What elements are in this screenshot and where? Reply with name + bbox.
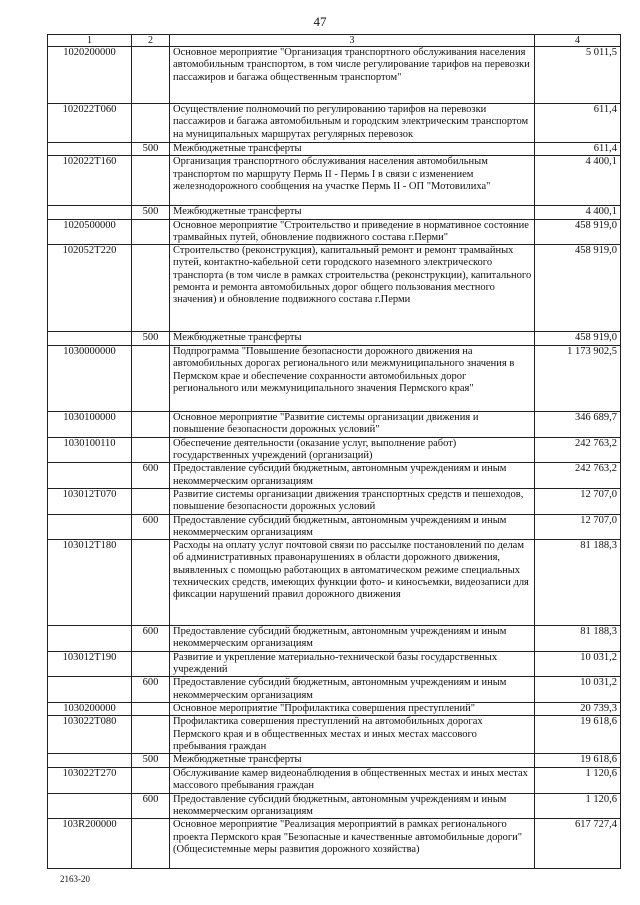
table-row	[48, 412, 621, 438]
description-cell: Предоставление субсидий бюджетным, автономным учреждениям и иным некоммерческим организациям	[170, 626, 535, 652]
expense-type-cell	[132, 651, 170, 677]
description-cell: Основное мероприятие "Строительство и приведение в нормативное состояние трамвайных путей, обновление подвижного состава г.Перми"	[170, 219, 535, 245]
amount-cell: 12 707,0	[535, 514, 621, 540]
expense-type-cell	[132, 488, 170, 514]
code-cell	[48, 754, 132, 768]
budget-table	[47, 34, 621, 869]
amount-cell: 4 400,1	[535, 156, 621, 206]
description-cell: Основное мероприятие "Развитие системы организации движения и повышение безопасности дорожных условий"	[170, 412, 535, 438]
description-cell: Предоставление субсидий бюджетным, автономным учреждениям и иным некоммерческим организациям	[170, 677, 535, 703]
expense-type-cell	[132, 768, 170, 794]
amount-cell: 611,4	[535, 143, 621, 156]
description-cell: Расходы на оплату услуг почтовой связи по рассылке постановлений по делам об административных правонарушениях в области дорожного движения, выявленных с помощью работающих в автоматическом режиме специальных технических средств, имеющих функции фото- и киносъемки, видеозаписи для фиксации нарушений правил дорожного движения	[170, 540, 535, 626]
expense-type-cell	[132, 219, 170, 245]
table-row	[48, 104, 621, 143]
description-cell: Предоставление субсидий бюджетным, автономным учреждениям и иным некоммерческим организациям	[170, 793, 535, 819]
expense-type-cell: 600	[132, 677, 170, 703]
description-cell: Межбюджетные трансферты	[170, 206, 535, 219]
expense-type-cell: 600	[132, 626, 170, 652]
description-cell: Предоставление субсидий бюджетным, автономным учреждениям и иным некоммерческим организациям	[170, 514, 535, 540]
code-cell: 1030100110	[48, 437, 132, 463]
code-cell: 102052Т220	[48, 245, 132, 332]
amount-cell: 346 689,7	[535, 412, 621, 438]
expense-type-cell	[132, 702, 170, 715]
description-cell: Обслуживание камер видеонаблюдения в общественных местах и иных местах массового пребывания граждан	[170, 768, 535, 794]
column-header-1: 1	[48, 35, 132, 47]
table-row	[48, 245, 621, 332]
amount-cell: 19 618,6	[535, 716, 621, 754]
expense-type-cell: 500	[132, 143, 170, 156]
code-cell: 103012Т190	[48, 651, 132, 677]
table-row	[48, 219, 621, 245]
amount-cell: 20 739,3	[535, 702, 621, 715]
code-cell: 103022Т080	[48, 716, 132, 754]
amount-cell: 617 727,4	[535, 819, 621, 869]
amount-cell: 242 763,2	[535, 463, 621, 489]
amount-cell: 458 919,0	[535, 245, 621, 332]
code-cell	[48, 206, 132, 219]
code-cell	[48, 514, 132, 540]
code-cell: 1030200000	[48, 702, 132, 715]
description-cell: Организация транспортного обслуживания населения автомобильным транспортом по маршруту Пермь II - Пермь I в связи с изменением железнодорожного сообщения на участке Пермь II - ОП "Мотовилиха"	[170, 156, 535, 206]
code-cell	[48, 626, 132, 652]
code-cell: 1020500000	[48, 219, 132, 245]
table-row	[48, 651, 621, 677]
table-header-row	[48, 35, 621, 47]
expense-type-cell	[132, 346, 170, 412]
table-row	[48, 540, 621, 626]
table-row	[48, 156, 621, 206]
column-header-4: 4	[535, 35, 621, 47]
expense-type-cell	[132, 540, 170, 626]
expense-type-cell	[132, 819, 170, 869]
table-row	[48, 143, 621, 156]
description-cell: Основное мероприятие "Организация транспортного обслуживания населения автомобильным транспортом, в том числе регулирование тарифов на перевозки пассажиров и багажа общественным транспортом"	[170, 47, 535, 104]
amount-cell: 242 763,2	[535, 437, 621, 463]
table-row	[48, 514, 621, 540]
expense-type-cell: 500	[132, 206, 170, 219]
code-cell	[48, 143, 132, 156]
amount-cell: 458 919,0	[535, 219, 621, 245]
description-cell: Осуществление полномочий по регулированию тарифов на перевозки пассажиров и багажа автомобильным и городским электрическим транспортом на муниципальных маршрутах регулярных перевозок	[170, 104, 535, 143]
table-row	[48, 437, 621, 463]
code-cell: 1030100000	[48, 412, 132, 438]
expense-type-cell: 500	[132, 754, 170, 768]
description-cell: Профилактика совершения преступлений на автомобильных дорогах Пермского края и в общественных местах и иных местах массового пребывания граждан	[170, 716, 535, 754]
expense-type-cell	[132, 412, 170, 438]
expense-type-cell	[132, 156, 170, 206]
amount-cell: 19 618,6	[535, 754, 621, 768]
amount-cell: 611,4	[535, 104, 621, 143]
amount-cell: 1 120,6	[535, 768, 621, 794]
amount-cell: 10 031,2	[535, 651, 621, 677]
amount-cell: 1 173 902,5	[535, 346, 621, 412]
expense-type-cell: 600	[132, 793, 170, 819]
column-header-3: 3	[170, 35, 535, 47]
expense-type-cell: 600	[132, 514, 170, 540]
table-row	[48, 346, 621, 412]
page-number: 47	[313, 14, 327, 29]
code-cell	[48, 463, 132, 489]
description-cell: Предоставление субсидий бюджетным, автономным учреждениям и иным некоммерческим организациям	[170, 463, 535, 489]
code-cell: 1020200000	[48, 47, 132, 104]
table-row	[48, 754, 621, 768]
table-row	[48, 488, 621, 514]
code-cell	[48, 332, 132, 346]
expense-type-cell	[132, 437, 170, 463]
amount-cell: 81 188,3	[535, 540, 621, 626]
code-cell: 1030000000	[48, 346, 132, 412]
table-row	[48, 677, 621, 703]
code-cell: 102022Т060	[48, 104, 132, 143]
table-row	[48, 819, 621, 869]
description-cell: Подпрограмма "Повышение безопасности дорожного движения на автомобильных дорогах регионального или межмуниципального значения в Пермском крае и обеспечение сохранности автомобильных дорог регионального или межмуниципального значения Пермского края"	[170, 346, 535, 412]
description-cell: Основное мероприятие "Реализация мероприятий в рамках регионального проекта Пермского края "Безопасные и качественные автомобильные дороги" (Общесистемные меры развития дорожного хозяйства)	[170, 819, 535, 869]
amount-cell: 4 400,1	[535, 206, 621, 219]
description-cell: Основное мероприятие "Профилактика совершения преступлений"	[170, 702, 535, 715]
expense-type-cell	[132, 47, 170, 104]
code-cell: 103R200000	[48, 819, 132, 869]
code-cell: 103012Т070	[48, 488, 132, 514]
expense-type-cell	[132, 716, 170, 754]
table-row	[48, 626, 621, 652]
table-row	[48, 206, 621, 219]
code-cell: 102022Т160	[48, 156, 132, 206]
table-row	[48, 768, 621, 794]
code-cell: 103012Т180	[48, 540, 132, 626]
description-cell: Обеспечение деятельности (оказание услуг, выполнение работ) государственных учреждений (организаций)	[170, 437, 535, 463]
expense-type-cell	[132, 245, 170, 332]
amount-cell: 5 011,5	[535, 47, 621, 104]
description-cell: Межбюджетные трансферты	[170, 754, 535, 768]
amount-cell: 458 919,0	[535, 332, 621, 346]
code-cell	[48, 677, 132, 703]
table-row	[48, 793, 621, 819]
table-body	[48, 47, 621, 869]
description-cell: Межбюджетные трансферты	[170, 143, 535, 156]
table-row	[48, 463, 621, 489]
footer-code: 2163-20	[60, 874, 90, 884]
expense-type-cell	[132, 104, 170, 143]
amount-cell: 12 707,0	[535, 488, 621, 514]
code-cell	[48, 793, 132, 819]
code-cell: 103022Т270	[48, 768, 132, 794]
column-header-2: 2	[132, 35, 170, 47]
amount-cell: 81 188,3	[535, 626, 621, 652]
expense-type-cell: 600	[132, 463, 170, 489]
table-row	[48, 332, 621, 346]
description-cell: Развитие и укрепление материально-технической базы государственных учреждений	[170, 651, 535, 677]
table-row	[48, 716, 621, 754]
description-cell: Строительство (реконструкция), капитальный ремонт и ремонт трамвайных путей, контактно-кабельной сети городского наземного электрического транспорта (в том числе в рамках строительства (реконструкции), капитального ремонта и ремонта автомобильных дорог общего пользования местного значения) и обновление подвижного состава г.Перми	[170, 245, 535, 332]
description-cell: Межбюджетные трансферты	[170, 332, 535, 346]
table-row	[48, 47, 621, 104]
amount-cell: 10 031,2	[535, 677, 621, 703]
amount-cell: 1 120,6	[535, 793, 621, 819]
description-cell: Развитие системы организации движения транспортных средств и пешеходов, повышение безопасности дорожных условий	[170, 488, 535, 514]
expense-type-cell: 500	[132, 332, 170, 346]
table-row	[48, 702, 621, 715]
